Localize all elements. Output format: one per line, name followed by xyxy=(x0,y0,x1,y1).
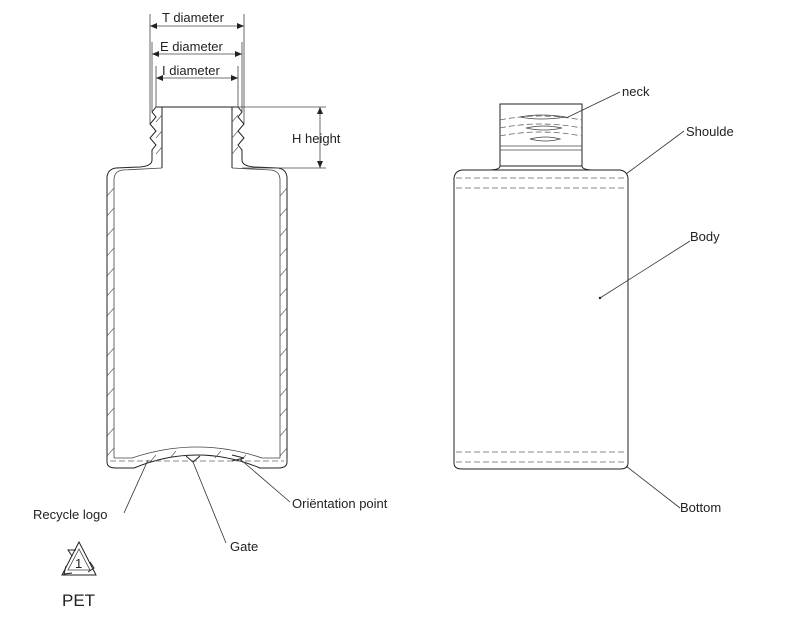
bottom-label: Bottom xyxy=(680,500,722,515)
neck-right-profile xyxy=(238,107,244,160)
gate-label: Gate xyxy=(230,539,259,554)
recycle-logo-label: Recycle logo xyxy=(33,507,108,522)
body-label: Body xyxy=(690,229,720,244)
exterior-neck xyxy=(500,104,582,166)
recycle-material-label: PET xyxy=(62,591,96,610)
wall-hatching-right xyxy=(280,188,287,456)
section-view xyxy=(107,107,287,468)
i-diameter-label: I diameter xyxy=(162,63,220,78)
shoulder-label: Shoulde xyxy=(686,124,734,139)
neck-left-profile xyxy=(150,107,156,160)
recycle-number: 1 xyxy=(75,556,83,571)
section-leaders xyxy=(124,459,290,543)
neck-label: neck xyxy=(622,84,650,99)
h-height-label: H height xyxy=(292,131,341,146)
t-diameter-label: T diameter xyxy=(162,10,224,25)
orientation-point-label: Oriëntation point xyxy=(292,496,388,511)
wall-hatching-left xyxy=(107,188,114,456)
exterior-view xyxy=(454,104,628,469)
e-diameter-label: E diameter xyxy=(160,39,223,54)
neck-hatching xyxy=(156,115,238,154)
